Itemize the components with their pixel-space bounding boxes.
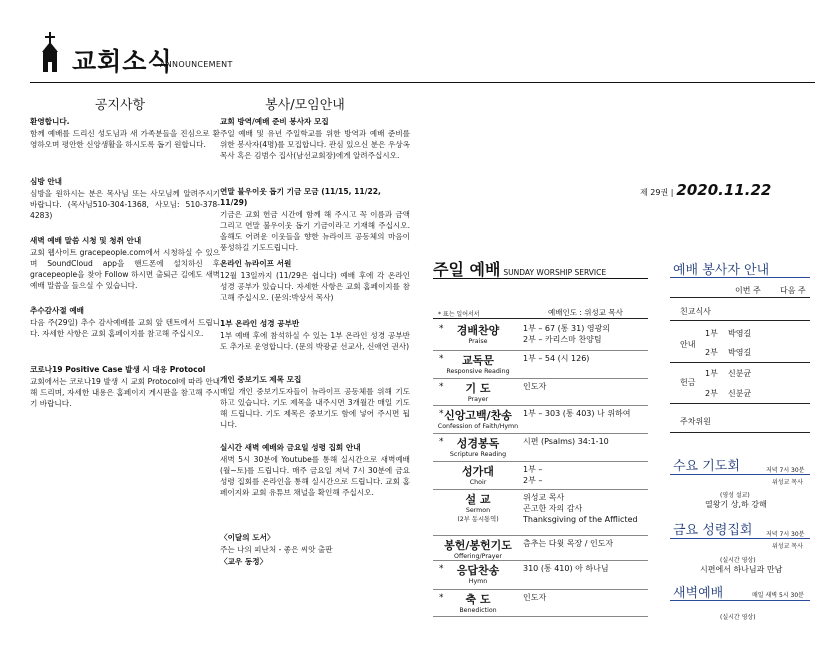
- page-subtitle: ANNOUNCEMENT: [160, 60, 233, 69]
- order-ko: 축 도: [465, 593, 491, 606]
- middle-section: [220, 442, 410, 498]
- middle-section: [220, 556, 410, 568]
- guide-label: 안내: [680, 340, 696, 349]
- order-ko: 성경봉독: [456, 437, 500, 450]
- col-next-week: 다음 주: [780, 286, 806, 295]
- order-label: [433, 380, 523, 403]
- worship-title: [433, 257, 606, 280]
- section-title: 실시간 새벽 예배와 금요일 성령 집회 안내: [220, 443, 361, 452]
- guide-2-part: 2부: [705, 348, 718, 357]
- order-en: Hymn: [468, 578, 488, 585]
- order-ko: 설 교: [465, 493, 491, 506]
- section-title: 〈교우 동정〉: [220, 557, 268, 566]
- volunteers-rule: [670, 277, 810, 278]
- page-title: 교회소식: [72, 47, 173, 76]
- stand-marker: *: [439, 382, 444, 392]
- order-label: [433, 463, 523, 486]
- dawn-rule: [670, 600, 810, 601]
- section-title: 환영합니다.: [30, 117, 70, 126]
- value-line-2: 곤고한 자의 감사: [523, 504, 583, 513]
- middle-section: [220, 258, 410, 303]
- stand-marker: *: [439, 437, 444, 447]
- order-en: Choir: [469, 479, 487, 486]
- section-body: 1부 예배 후에 참석하실 수 있는 1부 온라인 성경 공부반도 추가로 운영합니다. (문의 박광균 선교사, 신애연 권사): [220, 331, 410, 351]
- left-section: [30, 235, 220, 291]
- guide-1-part: 1부: [705, 329, 718, 338]
- wednesday-time: 저녁 7시 30분: [766, 467, 805, 474]
- section-body: 교회에서는 코로나19 발생 시 교회 Protocol에 따라 안내해 드리며, 자세한 내용은 홈페이지 게시판을 참고해 주시기 바랍니다.: [30, 377, 220, 408]
- guide-2-name: 박영길: [728, 348, 752, 357]
- left-section: [30, 116, 220, 150]
- friday-leader: 위성교 목사: [772, 543, 803, 550]
- value-line-1: 1부 – 54 (시 126): [523, 354, 590, 363]
- order-value: [523, 436, 609, 447]
- section-title: 개인 중보기도 제목 모집: [220, 375, 302, 384]
- left-section: [30, 364, 220, 409]
- worship-row: [433, 560, 648, 589]
- middle-section: [220, 374, 410, 430]
- left-section: [30, 305, 220, 339]
- stand-marker: *: [439, 409, 444, 419]
- stand-marker: *: [439, 593, 444, 603]
- middle-section: [220, 318, 410, 352]
- section-body: 주일 예배 및 유년 주일학교를 위한 방역과 예배 준비를 위한 봉사자(4명)를 모집합니다. 관심 있으신 분은 우상옥 목사 혹은 김범수 집사(남선교회장)에게 알려주십시오.: [220, 129, 410, 160]
- worship-row: [433, 378, 648, 405]
- section-title: 새벽 예배 말씀 시청 및 청취 안내: [30, 236, 142, 245]
- worship-row-rule: [433, 616, 648, 617]
- order-en: Praise: [468, 338, 488, 345]
- value-line-1: 시편 (Psalms) 34:1-10: [523, 437, 609, 446]
- middle-section: [220, 186, 410, 253]
- issue-date: 2020.11.22: [676, 181, 772, 199]
- worship-title-ko: 주일 예배: [433, 260, 501, 279]
- section-body: 기금은 교회 헌금 시간에 함께 해 주시고 꼭 이름과 금액 그리고 연말 불우이웃 돕기 기금이라고 기재해 주십시오. 올해도 어려운 이웃들을 향한 뉴라이프 공동체의 마음이 풍성하길 기도드립니다.: [220, 210, 410, 252]
- worship-row: [433, 489, 648, 535]
- middle-section: [220, 532, 410, 555]
- order-value: [523, 323, 610, 345]
- offering-2-name: 신분균: [728, 389, 752, 398]
- section-body: 심방을 원하시는 분은 목사님 또는 사모님께 알려주시기 바랍니다. (목사님510-304-1368, 사모님: 510-378-4283): [30, 189, 220, 220]
- vol-rule-5: [670, 432, 810, 433]
- order-value: [523, 353, 589, 364]
- section-body: 12월 13일까지 (11/29은 쉽니다) 예배 후에 각 온라인 성경 공부가 있습니다. 자세한 사항은 교회 홈페이지를 참고해 주십시오. (문의:박상서 목사): [220, 271, 410, 302]
- section-body: 다음 주(29일) 추수 감사예배를 교회 앞 텐트에서 드립니다. 자세한 사항은 교회 홈페이지를 참고해 주십시오.: [30, 318, 220, 338]
- friday-title: 금요 성령집회: [673, 523, 753, 538]
- worship-row: [433, 350, 648, 378]
- order-en: Scripture Reading: [449, 451, 507, 458]
- section-title: 추수감사절 예배: [30, 306, 84, 315]
- wednesday-title: 수요 기도회: [673, 459, 740, 474]
- section-title: 온라인 뉴라이프 서원: [220, 259, 292, 268]
- order-label: [433, 491, 523, 523]
- value-line-1: 인도자: [523, 382, 547, 391]
- welcome-label: 친교식사: [680, 307, 711, 316]
- order-ko: 성가대: [462, 465, 494, 478]
- order-ko: 기 도: [465, 382, 491, 395]
- worship-row: [433, 589, 648, 616]
- vol-rule-1: [670, 297, 810, 298]
- offering-1-part: 1부: [705, 369, 718, 378]
- friday-topic: 시편에서 하나님과 만남: [700, 565, 783, 574]
- section-title: 1부 온라인 성경 공부반: [220, 319, 300, 328]
- section-body: 교회 웹사이트 gracepeople.com에서 시청하실 수 있으며 SoundCloud app을 핸드폰에 설치하신 후 gracepeople을 찾아 Follow 하시면 출퇴근 길에도 새벽예배 말씀을 들으실 수 있습니다.: [30, 248, 220, 290]
- notices-title: 공지사항: [94, 98, 146, 113]
- dawn-title: 새벽예배: [673, 586, 724, 601]
- section-title: 교회 방역/예배 준비 봉사자 모집: [220, 117, 329, 126]
- standing-note: * 표는 일어서서: [438, 311, 480, 318]
- order-value: [523, 464, 542, 486]
- worship-row: [433, 433, 648, 461]
- order-ko: 경배찬양: [456, 324, 500, 337]
- value-line-3: Thanksgiving of the Afflicted: [523, 515, 638, 524]
- order-en: Prayer: [467, 396, 489, 403]
- worship-row: [433, 461, 648, 489]
- guide-1-name: 박영길: [728, 329, 752, 338]
- order-value: [523, 381, 546, 392]
- order-label: [433, 537, 523, 560]
- dawn-topic-label: (실시간 영상): [720, 614, 756, 621]
- order-label: [433, 435, 523, 458]
- worship-leader: 예배인도 : 위성교 목사: [548, 308, 623, 317]
- offering-label: 헌금: [680, 378, 696, 387]
- header-rule: [30, 82, 815, 83]
- value-line-1: 1부 – 303 (통 403) 나 위하여: [523, 409, 631, 418]
- value-line-1: 인도자: [523, 593, 547, 602]
- stand-marker: *: [439, 324, 444, 334]
- order-en: Benediction: [459, 607, 497, 614]
- friday-time: 저녁 7시 30분: [766, 531, 805, 538]
- col-this-week: 이번 주: [735, 286, 761, 295]
- worship-rule-top: [433, 278, 648, 279]
- value-line-1: 1부 –: [523, 465, 543, 474]
- vol-rule-2: [670, 320, 810, 321]
- church-cross-icon: [38, 32, 62, 72]
- volunteers-title: 예배 봉사자 안내: [673, 263, 770, 278]
- worship-row: [433, 405, 648, 433]
- order-en: Confession of Faith/Hymn: [437, 423, 519, 430]
- section-title: 심방 안내: [30, 177, 62, 186]
- offering-1-name: 신분균: [728, 369, 752, 378]
- value-line-1: 1부 – 67 (통 31) 영광의: [523, 324, 611, 333]
- worship-row: [433, 535, 648, 560]
- order-value: [523, 538, 613, 549]
- order-ko: 응답찬송: [456, 564, 500, 577]
- left-section: [30, 176, 220, 221]
- order-value: [523, 492, 638, 525]
- dawn-time: 매일 새벽 5시 30분: [752, 592, 804, 599]
- usher-label: 주차위원: [680, 417, 711, 426]
- value-line-1: 위성교 목사: [523, 493, 565, 502]
- value-line-1: 츰추는 다윗 목장 / 인도자: [523, 539, 614, 548]
- order-label: [433, 322, 523, 345]
- order-value: [523, 563, 609, 574]
- section-body: 매일 개인 중보기도자들이 뉴라이프 공동체를 위해 기도하고 있습니다. 기도 제목을 내주시면 3개월간 매일 기도해 드립니다. 기도 제목은 중보기도 함에 넣어 주시면 됩니다.: [220, 387, 410, 429]
- wednesday-leader: 위성교 목사: [772, 479, 803, 486]
- worship-rule-head: [433, 318, 648, 319]
- volunteer-title: 봉사/모임안내: [265, 98, 345, 113]
- order-value: [523, 408, 631, 419]
- order-value: [523, 592, 546, 603]
- wednesday-rule: [670, 474, 810, 475]
- vol-rule-3: [670, 362, 810, 363]
- vol-rule-4: [670, 403, 810, 404]
- wednesday-topic: 열왕기 상,하 강해: [705, 500, 767, 509]
- order-label: [433, 407, 523, 430]
- wednesday-topic-label: (영성 설교): [720, 492, 750, 499]
- worship-row: [433, 320, 648, 350]
- issue-info: [640, 181, 771, 199]
- friday-rule: [670, 538, 810, 539]
- stand-marker: *: [439, 354, 444, 364]
- order-label: [433, 352, 523, 375]
- order-ko: 봉헌/봉헌기도: [444, 539, 512, 552]
- section-body: 함께 예배를 드리신 성도님과 새 가족분들을 진심으로 환영하오며 평안한 신앙생활을 하시도록 돕기 원합니다.: [30, 129, 220, 149]
- section-body: 새벽 5시 30분에 Youtube를 통해 실시간으로 새벽예배(월~토)를 드립니다. 매주 금요일 저녁 7시 30분에 금요 성령 집회를 온라인을 통해 실시간으로 드립니다. 교회 홈페이지와 교회 유튜브 채널을 확인해 주십시오.: [220, 455, 410, 497]
- order-note: (2부 동시통역): [457, 516, 499, 523]
- middle-section: [220, 116, 410, 161]
- value-line-1: 310 (통 410) 아 하나님: [523, 564, 609, 573]
- order-label: [433, 591, 523, 614]
- order-en: Offering/Prayer: [454, 553, 502, 560]
- section-title: 코로나19 Positive Case 발생 시 대응 Protocol: [30, 365, 206, 374]
- worship-title-en: SUNDAY WORSHIP SERVICE: [503, 268, 607, 277]
- order-label: [433, 562, 523, 585]
- section-title: 연말 불우이웃 돕기 기금 모금 (11/15, 11/22, 11/29): [220, 187, 381, 207]
- value-line-2: 2부 – 카리스마 찬양팀: [523, 335, 602, 344]
- issue-label: 제 29권 |: [640, 188, 674, 197]
- order-ko: 신앙고백/찬송: [444, 409, 512, 422]
- offering-2-part: 2부: [705, 389, 718, 398]
- order-en: Sermon: [465, 507, 491, 514]
- order-en: Responsive Reading: [446, 368, 510, 375]
- section-body: 주는 나의 피난처 - 좋은 씨앗 출판: [220, 545, 333, 554]
- order-ko: 교독문: [462, 354, 494, 367]
- value-line-2: 2부 –: [523, 476, 543, 485]
- section-title: 〈이달의 도서〉: [220, 533, 275, 542]
- stand-marker: *: [439, 564, 444, 574]
- friday-topic-label: (실시간 영상): [720, 557, 756, 564]
